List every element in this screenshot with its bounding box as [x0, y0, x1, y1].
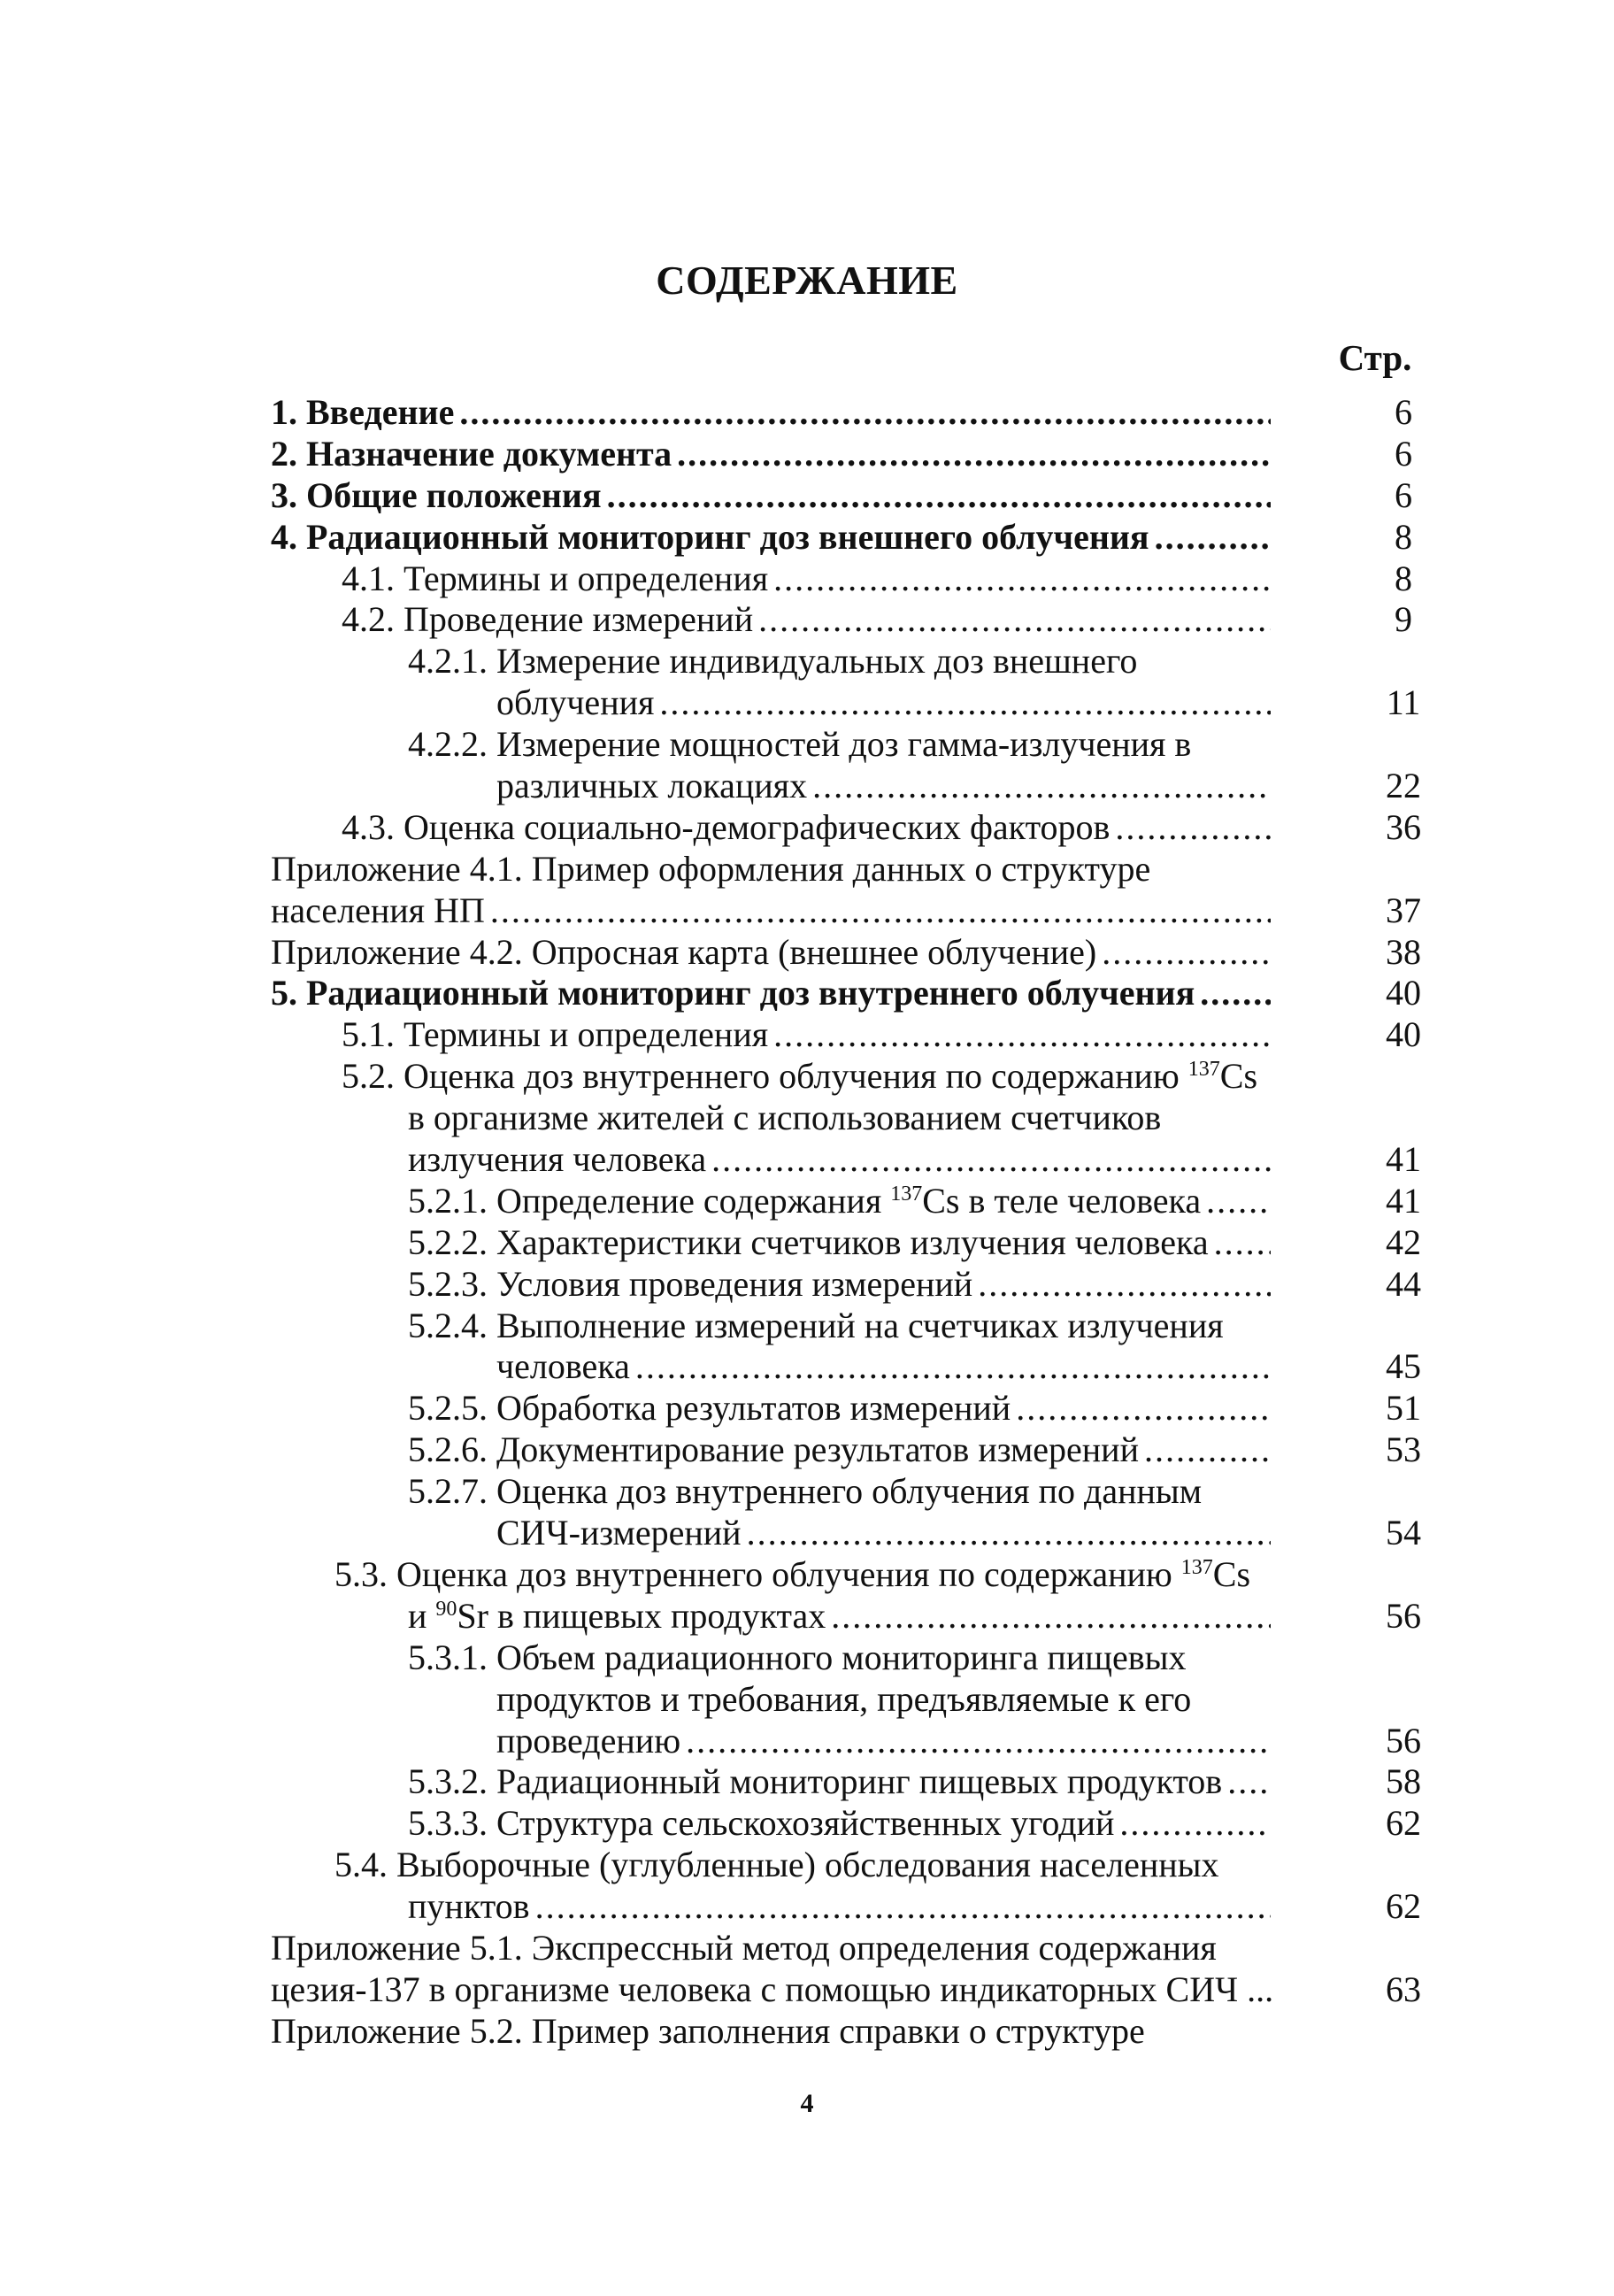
toc-entry — [271, 1845, 1448, 1886]
toc-entry-text: Приложение 4.1. Пример оформления данных о структуре — [271, 848, 1151, 889]
toc-entry — [271, 1596, 1448, 1637]
toc-entry-tail: Sr в пищевых продуктах — [457, 1595, 826, 1636]
toc-entry-text: 3. Общие положения — [271, 474, 602, 515]
toc-entry — [271, 1222, 1448, 1264]
toc-entry-text: цезия-137 в организме человека с помощью индикаторных СИЧ ... — [271, 1969, 1274, 2009]
toc-entry-page: 6 — [1395, 433, 1412, 474]
toc-entry-text: различных локациях — [496, 766, 808, 806]
toc-entry — [271, 1429, 1448, 1471]
toc-entry-page: 8 — [1395, 558, 1412, 598]
toc-entry — [271, 973, 1448, 1014]
toc-entry — [271, 724, 1448, 766]
toc-entry — [271, 475, 1448, 517]
toc-entry — [271, 1014, 1448, 1056]
page-number: 4 — [800, 2089, 814, 2118]
toc-entry-text: в организме жителей с использованием счетчиков — [408, 1098, 1162, 1138]
toc-entry-text: Приложение 4.2. Опросная карта (внешнее облучение) — [271, 931, 1097, 972]
toc-entry — [271, 1388, 1448, 1429]
toc-entry-text: продуктов и требования, предъявляемые к его — [496, 1678, 1192, 1719]
toc-entry-text: 5.2.5. Обработка результатов измерений — [408, 1388, 1011, 1429]
toc-entry — [271, 1803, 1448, 1845]
toc-entry-page: 58 — [1386, 1761, 1421, 1802]
toc-entry-page: 6 — [1395, 474, 1412, 515]
toc-entry-text: населения НП — [271, 890, 485, 930]
toc-entry-text: 5.1. Термины и определения — [342, 1014, 769, 1055]
toc-entry-tail: Cs — [1219, 1056, 1258, 1097]
toc-entry-page: 63 — [1386, 1969, 1421, 2009]
toc-entry — [271, 1264, 1448, 1306]
toc-entry — [271, 849, 1448, 890]
toc-entry — [271, 682, 1448, 724]
toc-entry-page: 53 — [1386, 1429, 1421, 1470]
toc-entry-text: проведению — [496, 1720, 681, 1761]
toc-entry — [271, 1346, 1448, 1388]
toc-entry-text: человека — [496, 1346, 630, 1387]
toc-entry-page: 11 — [1386, 682, 1421, 723]
toc-entry-text: СИЧ-измерений — [496, 1513, 742, 1553]
toc-entry-superscript: 137 — [1187, 1058, 1220, 1082]
toc-entry-page: 40 — [1386, 973, 1421, 1013]
page-column-header: Стр. — [1338, 337, 1412, 378]
toc-entry-text: 5.3.2. Радиационный мониторинг пищевых продуктов — [408, 1761, 1223, 1802]
toc-entry — [271, 890, 1448, 932]
toc-entry — [271, 392, 1448, 434]
toc-entry-page: 41 — [1386, 1180, 1421, 1221]
toc-entry-page: 51 — [1386, 1388, 1421, 1429]
toc-entry — [271, 1056, 1448, 1098]
toc-entry-text: 5.4. Выборочные (углубленные) обследования населенных — [334, 1845, 1219, 1885]
toc-entry-page: 54 — [1386, 1513, 1421, 1553]
toc-entry — [271, 1761, 1448, 1803]
toc-entry — [271, 2011, 1448, 2053]
toc-entry-page: 62 — [1386, 1803, 1421, 1844]
toc-entry-superscript: 90 — [435, 1597, 457, 1621]
toc-entry — [271, 641, 1448, 682]
toc-entry — [271, 807, 1448, 849]
toc-entry-text: 4.2. Проведение измерений — [342, 599, 754, 640]
toc-entry-page: 62 — [1386, 1886, 1421, 1927]
toc-entry-text: 4.2.2. Измерение мощностей доз гамма-излучения в — [408, 724, 1192, 765]
toc-entry-text: 4.3. Оценка социально-демографических факторов — [342, 806, 1111, 847]
toc-entry-text: 4.1. Термины и определения — [342, 558, 769, 598]
toc-entry-page: 36 — [1386, 806, 1421, 847]
toc-entry-page: 41 — [1386, 1139, 1421, 1180]
toc-entry-text: пунктов — [408, 1886, 530, 1927]
toc-entry-page: 42 — [1386, 1221, 1421, 1262]
toc-entry-page: 40 — [1386, 1014, 1421, 1055]
toc-entry-text: облучения — [496, 682, 655, 723]
toc-entry-text: 5.2.4. Выполнение измерений на счетчиках излучения — [408, 1305, 1224, 1345]
toc-entry-page: 9 — [1395, 599, 1412, 640]
toc-entry-text: Приложение 5.1. Экспрессный метод определения содержания — [271, 1927, 1217, 1968]
toc-entry-text: 5. Радиационный мониторинг доз внутреннего облучения — [271, 973, 1195, 1013]
toc-entry-superscript: 137 — [1180, 1555, 1213, 1579]
toc-entry — [271, 1139, 1448, 1181]
toc-entry-text: 2. Назначение документа — [271, 433, 672, 474]
toc-entry-page: 56 — [1386, 1595, 1421, 1636]
toc-entry-page: 8 — [1395, 516, 1412, 557]
toc-entry-page: 37 — [1386, 890, 1421, 930]
toc-entry — [271, 599, 1448, 641]
toc-entry — [271, 1886, 1448, 1928]
toc-entry-text: 5.2.1. Определение содержания — [408, 1180, 882, 1221]
toc-entry-page: 56 — [1386, 1720, 1421, 1761]
toc-entry-tail: Cs — [1212, 1553, 1251, 1594]
toc-entry-text: излучения человека — [408, 1139, 707, 1180]
toc-entry — [271, 1554, 1448, 1596]
toc-entry-tail: Cs в теле человека — [922, 1180, 1202, 1221]
toc-entry — [271, 1928, 1448, 1969]
toc-entry — [271, 1969, 1448, 2011]
toc-entry-page: 44 — [1386, 1263, 1421, 1304]
toc-entry-text: 5.3. Оценка доз внутреннего облучения по содержанию — [334, 1553, 1172, 1594]
toc-entry — [271, 517, 1448, 559]
toc-entry-text: 1. Введение — [271, 392, 455, 432]
toc-entry-text: 5.2.3. Условия проведения измерений — [408, 1263, 973, 1304]
toc-entry — [271, 1181, 1448, 1222]
toc-entry — [271, 1513, 1448, 1554]
toc-entry-page: 6 — [1395, 392, 1412, 432]
toc-entry — [271, 1098, 1448, 1139]
toc-entry — [271, 1637, 1448, 1679]
toc-entry-text: 5.3.1. Объем радиационного мониторинга пищевых — [408, 1637, 1187, 1677]
toc-entry-superscript: 137 — [890, 1182, 923, 1206]
toc-entry-page: 22 — [1386, 766, 1421, 806]
toc-entry — [271, 766, 1448, 807]
toc-entry — [271, 559, 1448, 600]
toc-entry-text: и — [408, 1595, 427, 1636]
toc-entry-text: 5.2.6. Документирование результатов измерений — [408, 1429, 1139, 1470]
toc-entry-text: 4. Радиационный мониторинг доз внешнего облучения — [271, 516, 1149, 557]
toc-entry — [271, 1306, 1448, 1347]
toc-entry — [271, 1679, 1448, 1721]
toc-entry — [271, 1721, 1448, 1762]
toc-entry-page: 45 — [1386, 1346, 1421, 1387]
toc-entry-text: 4.2.1. Измерение индивидуальных доз внешнего — [408, 641, 1138, 682]
page-title: СОДЕРЖАНИЕ — [656, 258, 958, 303]
toc-entry-text: 5.3.3. Структура сельскохозяйственных угодий — [408, 1803, 1115, 1844]
table-of-contents — [271, 392, 1448, 2053]
toc-entry-text: 5.2.7. Оценка доз внутреннего облучения по данным — [408, 1471, 1203, 1512]
toc-entry-text: 5.2. Оценка доз внутреннего облучения по содержанию — [342, 1056, 1180, 1097]
toc-entry-text: 5.2.2. Характеристики счетчиков излучения человека — [408, 1221, 1209, 1262]
toc-entry-page: 38 — [1386, 931, 1421, 972]
toc-entry — [271, 434, 1448, 475]
toc-entry — [271, 932, 1448, 974]
toc-entry — [271, 1471, 1448, 1513]
toc-entry-text: Приложение 5.2. Пример заполнения справки о структуре — [271, 2010, 1145, 2051]
